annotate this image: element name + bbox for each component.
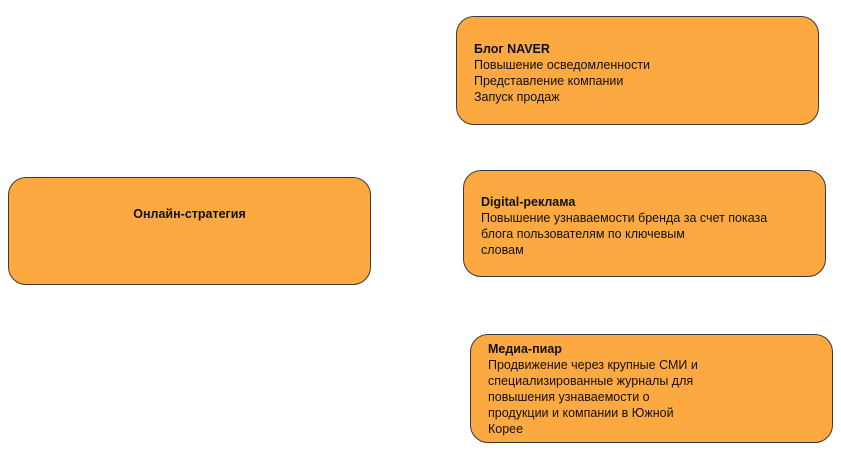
media-pr-line: специализированные журналы для: [488, 374, 694, 388]
online-strategy-box: [8, 177, 371, 285]
digital-ads-box: [463, 170, 826, 277]
naver-blog-line: Запуск продаж: [474, 90, 560, 104]
media-pr-line: Корее: [488, 422, 524, 436]
naver-blog-box: [456, 16, 819, 125]
naver-blog-line: Представление компании: [474, 74, 624, 88]
digital-ads-line: блога пользователям по ключевым: [481, 227, 685, 241]
online-strategy-title: Онлайн-стратегия: [133, 207, 246, 221]
media-pr-line: Продвижение через крупные СМИ и: [488, 358, 698, 372]
digital-ads-line: словам: [481, 243, 524, 257]
media-pr-line: повышения узнаваемости о: [488, 390, 650, 404]
digital-ads-line: Повышение узнаваемости бренда за счет показа: [481, 211, 768, 225]
naver-blog-line: Повышение осведомленности: [474, 58, 651, 72]
digital-ads-title: Digital-реклама: [481, 195, 576, 209]
media-pr-title: Медиа-пиар: [488, 342, 562, 356]
naver-blog-title: Блог NAVER: [474, 42, 550, 56]
media-pr-line: продукции и компании в Южной: [488, 406, 674, 420]
media-pr-box: [470, 334, 833, 443]
